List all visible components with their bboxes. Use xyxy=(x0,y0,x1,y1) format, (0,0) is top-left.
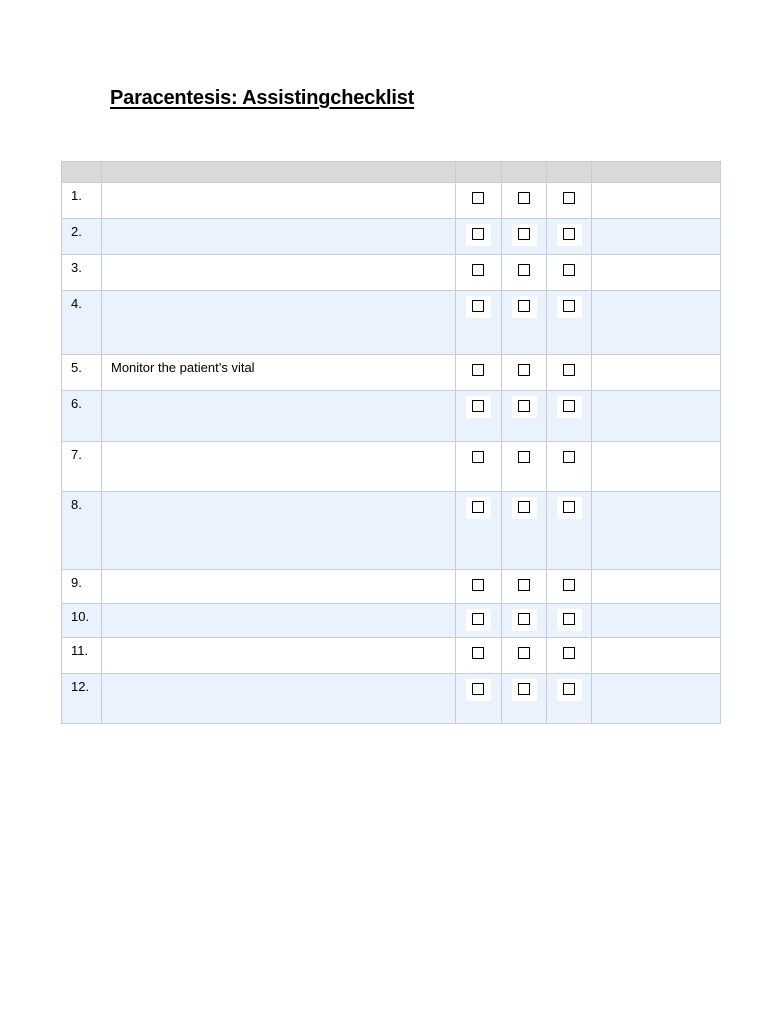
row-comments-cell[interactable] xyxy=(592,492,721,570)
checkbox-wrapper xyxy=(557,396,582,418)
table-row xyxy=(62,255,721,291)
row-step-text[interactable] xyxy=(102,183,456,219)
checkbox-3[interactable] xyxy=(563,264,575,276)
table-row xyxy=(62,442,721,492)
checkbox-wrapper xyxy=(512,296,537,318)
checkbox-1[interactable] xyxy=(472,228,484,240)
checkbox-2[interactable] xyxy=(518,400,530,412)
header-cell-comments xyxy=(592,162,721,183)
checkbox-2[interactable] xyxy=(518,451,530,463)
checkbox-cell xyxy=(547,219,592,255)
checkbox-cell xyxy=(547,291,592,355)
row-step-text[interactable] xyxy=(102,219,456,255)
checkbox-cell xyxy=(547,442,592,492)
checkbox-wrapper xyxy=(512,497,537,519)
checkbox-cell xyxy=(502,674,547,724)
checkbox-cell xyxy=(547,183,592,219)
checkbox-3[interactable] xyxy=(563,192,575,204)
checkbox-wrapper xyxy=(466,497,491,519)
checkbox-cell xyxy=(502,391,547,442)
row-number: 9. xyxy=(62,570,102,604)
checkbox-wrapper xyxy=(512,188,537,210)
checkbox-cell xyxy=(547,604,592,638)
row-number: 1. xyxy=(62,183,102,219)
checkbox-cell xyxy=(502,604,547,638)
row-number: 5. xyxy=(62,355,102,391)
checkbox-wrapper xyxy=(557,497,582,519)
row-comments-cell[interactable] xyxy=(592,638,721,674)
checkbox-wrapper xyxy=(557,643,582,665)
checkbox-wrapper xyxy=(466,396,491,418)
checkbox-1[interactable] xyxy=(472,647,484,659)
checklist-body xyxy=(62,183,721,724)
header-cell-check-3 xyxy=(547,162,592,183)
row-number: 2. xyxy=(62,219,102,255)
row-comments-cell[interactable] xyxy=(592,674,721,724)
checkbox-wrapper xyxy=(557,296,582,318)
checkbox-wrapper xyxy=(512,224,537,246)
checkbox-wrapper xyxy=(512,643,537,665)
checkbox-cell xyxy=(456,604,502,638)
checkbox-cell xyxy=(547,638,592,674)
table-row xyxy=(62,674,721,724)
table-row xyxy=(62,355,721,391)
checkbox-2[interactable] xyxy=(518,300,530,312)
table-row xyxy=(62,291,721,355)
checkbox-cell xyxy=(547,674,592,724)
checkbox-3[interactable] xyxy=(563,228,575,240)
row-step-text[interactable] xyxy=(102,638,456,674)
row-step-text[interactable] xyxy=(102,604,456,638)
checkbox-1[interactable] xyxy=(472,501,484,513)
checkbox-2[interactable] xyxy=(518,364,530,376)
checkbox-cell xyxy=(502,492,547,570)
checkbox-2[interactable] xyxy=(518,192,530,204)
checkbox-wrapper xyxy=(557,447,582,469)
checkbox-cell xyxy=(456,492,502,570)
checkbox-cell xyxy=(502,219,547,255)
row-step-text[interactable] xyxy=(102,255,456,291)
row-step-text[interactable] xyxy=(102,492,456,570)
checkbox-wrapper xyxy=(512,396,537,418)
row-step-text[interactable] xyxy=(102,391,456,442)
row-comments-cell[interactable] xyxy=(592,570,721,604)
checkbox-3[interactable] xyxy=(563,451,575,463)
checkbox-1[interactable] xyxy=(472,579,484,591)
row-number: 6. xyxy=(62,391,102,442)
checkbox-wrapper xyxy=(512,447,537,469)
checkbox-wrapper xyxy=(557,679,582,701)
checkbox-wrapper xyxy=(557,188,582,210)
row-step-text[interactable] xyxy=(102,442,456,492)
checkbox-3[interactable] xyxy=(563,579,575,591)
checkbox-cell xyxy=(502,255,547,291)
checkbox-cell xyxy=(502,291,547,355)
table-header-row xyxy=(62,162,721,183)
checkbox-wrapper xyxy=(466,188,491,210)
checkbox-wrapper xyxy=(466,260,491,282)
row-number: 3. xyxy=(62,255,102,291)
table-row xyxy=(62,492,721,570)
row-number: 8. xyxy=(62,492,102,570)
page-title: Paracentesis: Assistingchecklist xyxy=(110,87,415,109)
checklist-table xyxy=(61,161,721,724)
checkbox-cell xyxy=(547,255,592,291)
checkbox-cell xyxy=(456,638,502,674)
checkbox-2[interactable] xyxy=(518,647,530,659)
checkbox-1[interactable] xyxy=(472,683,484,695)
row-comments-cell[interactable] xyxy=(592,442,721,492)
row-comments-cell[interactable] xyxy=(592,355,721,391)
checkbox-2[interactable] xyxy=(518,264,530,276)
table-row xyxy=(62,219,721,255)
checkbox-wrapper xyxy=(466,643,491,665)
checkbox-1[interactable] xyxy=(472,364,484,376)
header-cell-check-2 xyxy=(502,162,547,183)
checkbox-cell xyxy=(502,638,547,674)
row-comments-cell[interactable] xyxy=(592,604,721,638)
checkbox-cell xyxy=(502,570,547,604)
header-cell-check-1 xyxy=(456,162,502,183)
checkbox-wrapper xyxy=(466,360,491,382)
row-comments-cell[interactable] xyxy=(592,255,721,291)
checkbox-cell xyxy=(456,391,502,442)
checkbox-3[interactable] xyxy=(563,501,575,513)
header-cell-number xyxy=(62,162,102,183)
checkbox-3[interactable] xyxy=(563,647,575,659)
checkbox-cell xyxy=(547,391,592,442)
checkbox-cell xyxy=(502,183,547,219)
checkbox-1[interactable] xyxy=(472,192,484,204)
checkbox-wrapper xyxy=(512,260,537,282)
row-step-text[interactable] xyxy=(102,674,456,724)
checkbox-cell xyxy=(502,442,547,492)
row-step-text[interactable] xyxy=(102,570,456,604)
row-number: 10. xyxy=(62,604,102,638)
row-number: 7. xyxy=(62,442,102,492)
checkbox-cell xyxy=(456,442,502,492)
checkbox-3[interactable] xyxy=(563,683,575,695)
checkbox-wrapper xyxy=(512,360,537,382)
row-comments-cell[interactable] xyxy=(592,219,721,255)
checkbox-cell xyxy=(547,355,592,391)
checkbox-wrapper xyxy=(512,679,537,701)
checkbox-cell xyxy=(502,355,547,391)
row-step-text[interactable]: Monitor the patient’s vital xyxy=(102,355,456,391)
row-comments-cell[interactable] xyxy=(592,183,721,219)
checkbox-wrapper xyxy=(557,260,582,282)
checkbox-2[interactable] xyxy=(518,579,530,591)
header-cell-step xyxy=(102,162,456,183)
checkbox-1[interactable] xyxy=(472,264,484,276)
checkbox-wrapper xyxy=(466,224,491,246)
checkbox-1[interactable] xyxy=(472,300,484,312)
checkbox-2[interactable] xyxy=(518,228,530,240)
checkbox-2[interactable] xyxy=(518,613,530,625)
checkbox-cell xyxy=(456,219,502,255)
table-row xyxy=(62,604,721,638)
checkbox-cell xyxy=(456,674,502,724)
checkbox-wrapper xyxy=(557,575,582,597)
checkbox-3[interactable] xyxy=(563,613,575,625)
checkbox-3[interactable] xyxy=(563,364,575,376)
checkbox-cell xyxy=(456,570,502,604)
row-comments-cell[interactable] xyxy=(592,291,721,355)
checkbox-wrapper xyxy=(466,679,491,701)
checkbox-cell xyxy=(547,492,592,570)
checkbox-1[interactable] xyxy=(472,400,484,412)
checkbox-wrapper xyxy=(557,609,582,631)
checkbox-2[interactable] xyxy=(518,683,530,695)
row-number: 4. xyxy=(62,291,102,355)
checkbox-wrapper xyxy=(557,360,582,382)
checkbox-2[interactable] xyxy=(518,501,530,513)
table-row xyxy=(62,638,721,674)
checkbox-1[interactable] xyxy=(472,451,484,463)
checkbox-1[interactable] xyxy=(472,613,484,625)
checkbox-wrapper xyxy=(557,224,582,246)
checkbox-cell xyxy=(456,355,502,391)
table-row xyxy=(62,183,721,219)
row-number: 11. xyxy=(62,638,102,674)
row-comments-cell[interactable] xyxy=(592,391,721,442)
checkbox-cell xyxy=(456,291,502,355)
checkbox-3[interactable] xyxy=(563,400,575,412)
checkbox-wrapper xyxy=(466,575,491,597)
table-row xyxy=(62,391,721,442)
checkbox-wrapper xyxy=(512,609,537,631)
checkbox-cell xyxy=(456,255,502,291)
checkbox-3[interactable] xyxy=(563,300,575,312)
checkbox-wrapper xyxy=(466,447,491,469)
checkbox-wrapper xyxy=(466,296,491,318)
row-step-text[interactable] xyxy=(102,291,456,355)
checkbox-wrapper xyxy=(466,609,491,631)
checkbox-cell xyxy=(547,570,592,604)
row-number: 12. xyxy=(62,674,102,724)
checkbox-wrapper xyxy=(512,575,537,597)
checkbox-cell xyxy=(456,183,502,219)
table-row xyxy=(62,570,721,604)
